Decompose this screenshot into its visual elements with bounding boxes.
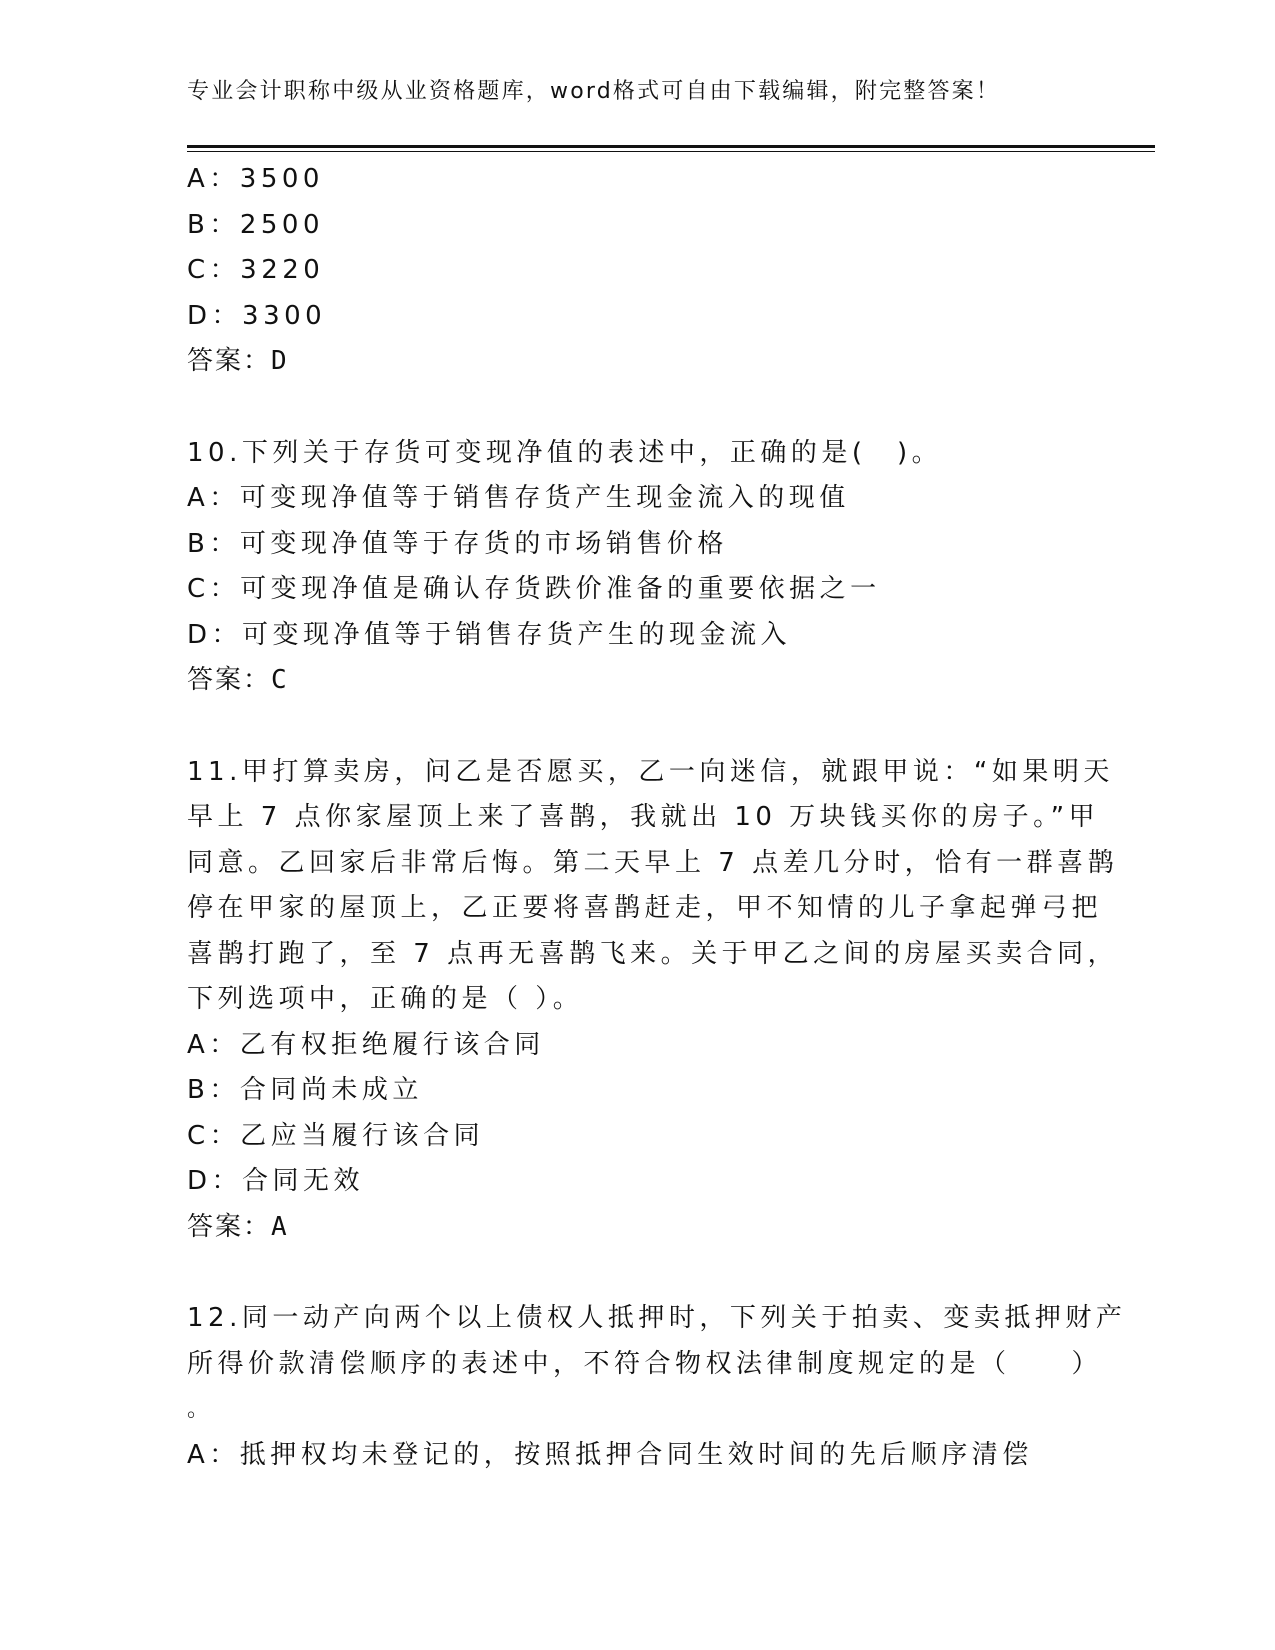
- option-d: D：可变现净值等于销售存货产生的现金流入: [187, 619, 792, 650]
- question-11: [187, 750, 1119, 1251]
- option-d: D：合同无效: [187, 1166, 365, 1196]
- option-b: B：合同尚未成立: [187, 1075, 423, 1105]
- answer-line: 答案：D: [187, 346, 289, 376]
- question-12: [187, 1296, 1127, 1478]
- question-stem-line: 12.同一动产向两个以上债权人抵押时，下列关于拍卖、变卖抵押财产: [187, 1303, 1127, 1333]
- question-stem-line: 早上 7 点你家屋顶上来了喜鹊，我就出 10 万块钱买你的房子。”甲: [187, 802, 1100, 832]
- option-c: C：乙应当履行该合同: [187, 1120, 485, 1151]
- question-stem-line: 同意。乙回家后非常后悔。第二天早上 7 点差几分时，恰有一群喜鹊: [187, 847, 1119, 878]
- option-c: C：可变现净值是确认存货跌价准备的重要依据之一: [187, 574, 881, 604]
- header-rule-thick: [187, 145, 1155, 148]
- option-c: C：3220: [187, 255, 325, 285]
- option-d: D：3300: [187, 300, 327, 331]
- answer-line: 答案：C: [187, 665, 289, 695]
- question-stem-line: 11.甲打算卖房，问乙是否愿买，乙一向迷信，就跟甲说：“如果明天: [187, 756, 1114, 787]
- question-stem-line: 下列选项中，正确的是（ ）。: [187, 984, 584, 1014]
- question-stem-line: 所得价款清偿顺序的表述中，不符合物权法律制度规定的是（ ）: [187, 1348, 1103, 1379]
- option-a: A：3500: [187, 164, 324, 194]
- header-rule-thin: [187, 151, 1155, 152]
- spacer: [187, 385, 1087, 431]
- page-header: 专业会计职称中级从业资格题库，word格式可自由下载编辑，附完整答案！: [187, 79, 1001, 104]
- question-stem-line: 停在甲家的屋顶上，乙正要将喜鹊赶走，甲不知情的儿子拿起弹弓把: [187, 893, 1103, 923]
- option-a: A：乙有权拒绝履行该合同: [187, 1029, 545, 1060]
- spacer: [187, 1250, 1087, 1296]
- question-stem: 10.下列关于存货可变现净值的表述中，正确的是( )。: [187, 437, 943, 468]
- spacer: [187, 704, 1087, 750]
- option-b: B：2500: [187, 209, 325, 240]
- question-stem-line: 。: [187, 1397, 214, 1422]
- question-stem-line: 喜鹊打跑了，至 7 点再无喜鹊飞来。关于甲乙之间的房屋买卖合同，: [187, 938, 1119, 969]
- answer-line: 答案：A: [187, 1211, 289, 1242]
- question-9-tail: [187, 157, 1087, 385]
- question-10: [187, 431, 1087, 704]
- question-content: [187, 157, 1127, 1478]
- option-b: B：可变现净值等于存货的市场销售价格: [187, 528, 728, 559]
- option-a: A：抵押权均未登记的，按照抵押合同生效时间的先后顺序清偿: [187, 1439, 1033, 1470]
- option-a: A：可变现净值等于销售存货产生现金流入的现值: [187, 483, 850, 513]
